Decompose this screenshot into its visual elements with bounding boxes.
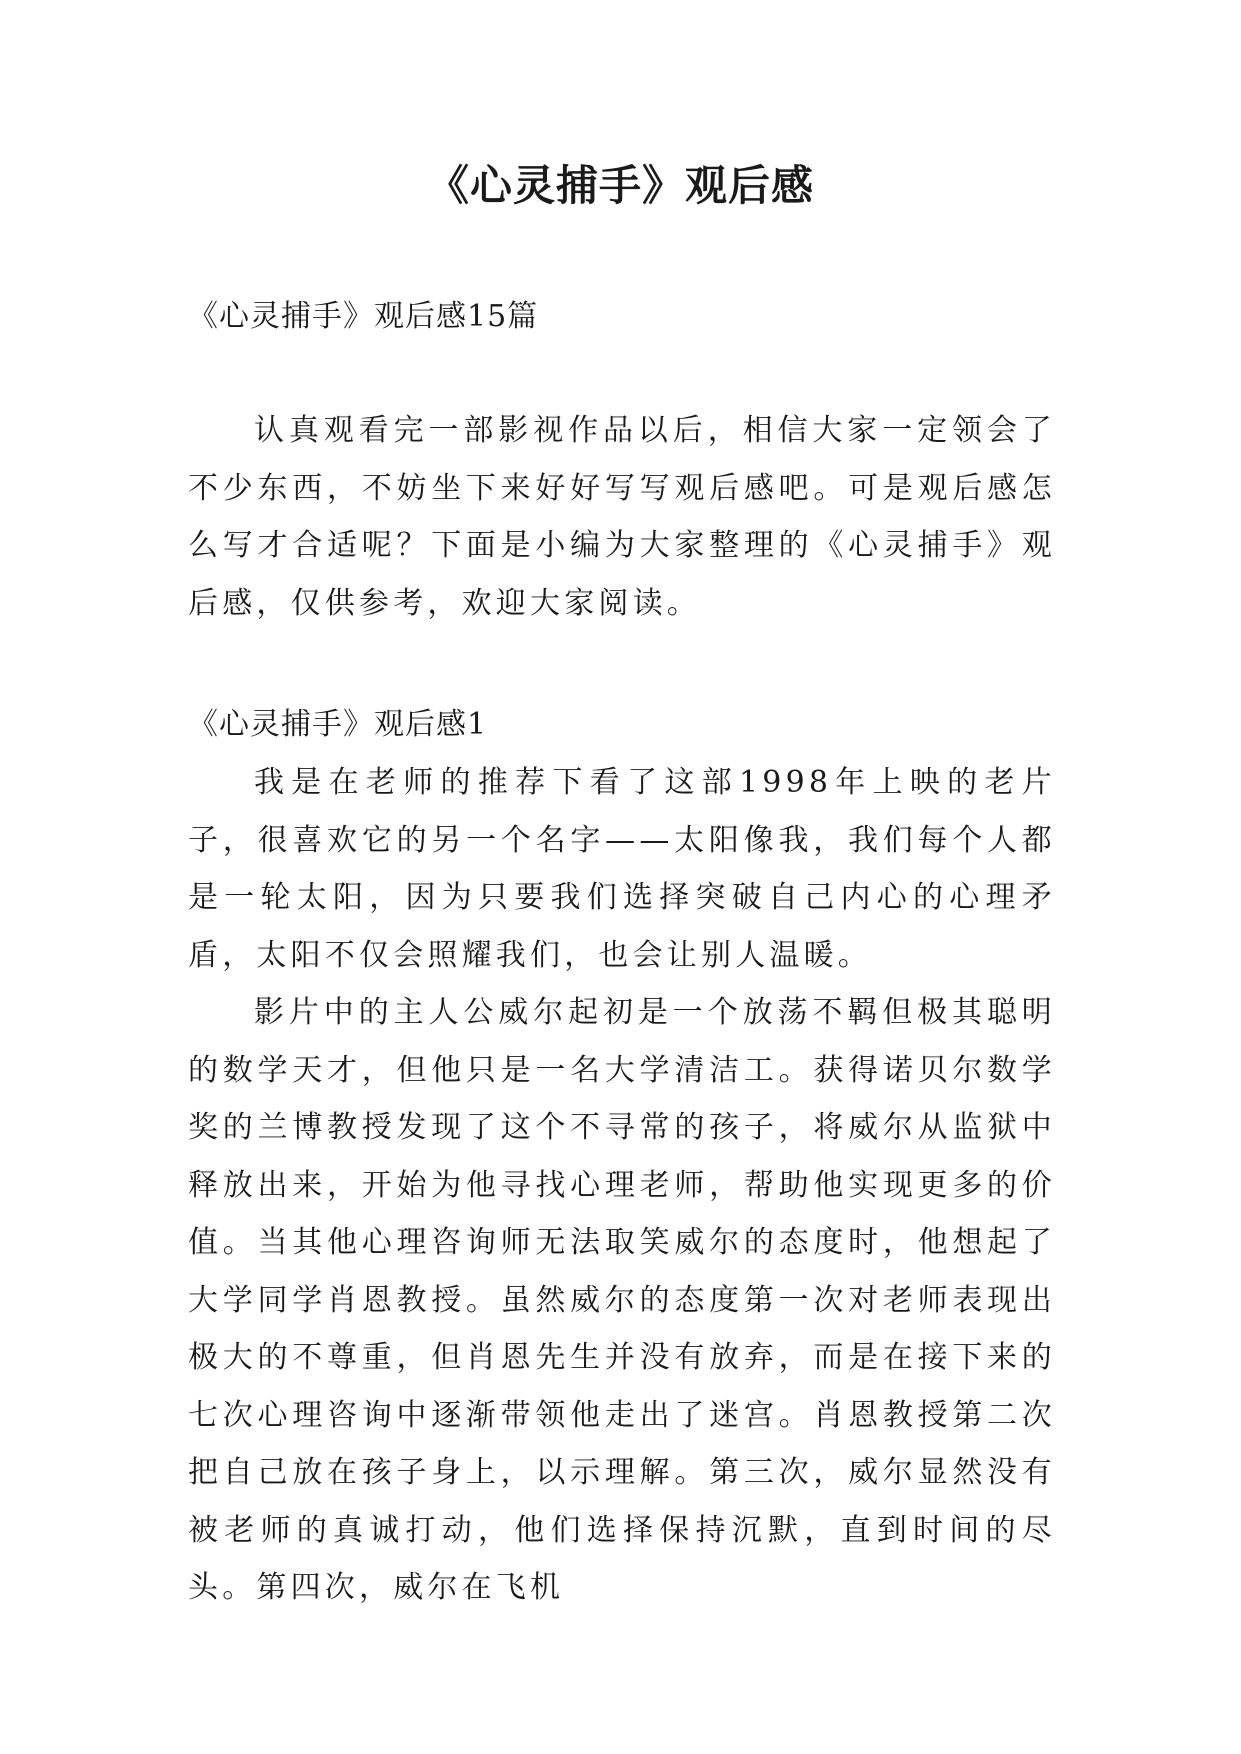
document-subtitle: 《心灵捕手》观后感15篇 bbox=[188, 299, 539, 334]
section-heading: 《心灵捕手》观后感1 bbox=[188, 707, 488, 742]
intro-paragraph: 认真观看完一部影视作品以后，相信大家一定领会了不少东西，不妨坐下来好好写写观后感吧。可是观后感怎么写才合适呢？下面是小编为大家整理的《心灵捕手》观后感，仅供参考，欢迎大家阅读。 bbox=[188, 413, 1056, 621]
body-paragraph-1: 我是在老师的推荐下看了这部1998年上映的老片子，很喜欢它的另一个名字——太阳像我，我们每个人都是一轮太阳，因为只要我们选择突破自己内心的心理矛盾，太阳不仅会照耀我们，也会让别人温暖。 bbox=[188, 765, 1056, 973]
document-title: 《心灵捕手》观后感 bbox=[426, 161, 814, 210]
body-paragraph-2: 影片中的主人公威尔起初是一个放荡不羁但极其聪明的数学天才，但他只是一名大学清洁工。获得诺贝尔数学奖的兰博教授发现了这个不寻常的孩子，将威尔从监狱中释放出来，开始为他寻找心理老师，帮助他实现更多的价值。当其他心理咨询师无法取笑威尔的态度时，他想起了大学同学肖恩教授。虽然威尔的态度第一次对老师表现出极大的不尊重，但肖恩先生并没有放弃，而是在接下来的七次心理咨询中逐渐带领他走出了迷宫。肖恩教授第二次把自己放在孩子身上，以示理解。第三次，威尔显然没有被老师的真诚打动，他们选择保持沉默，直到时间的尽头。第四次，威尔在飞机 bbox=[188, 995, 1056, 1605]
